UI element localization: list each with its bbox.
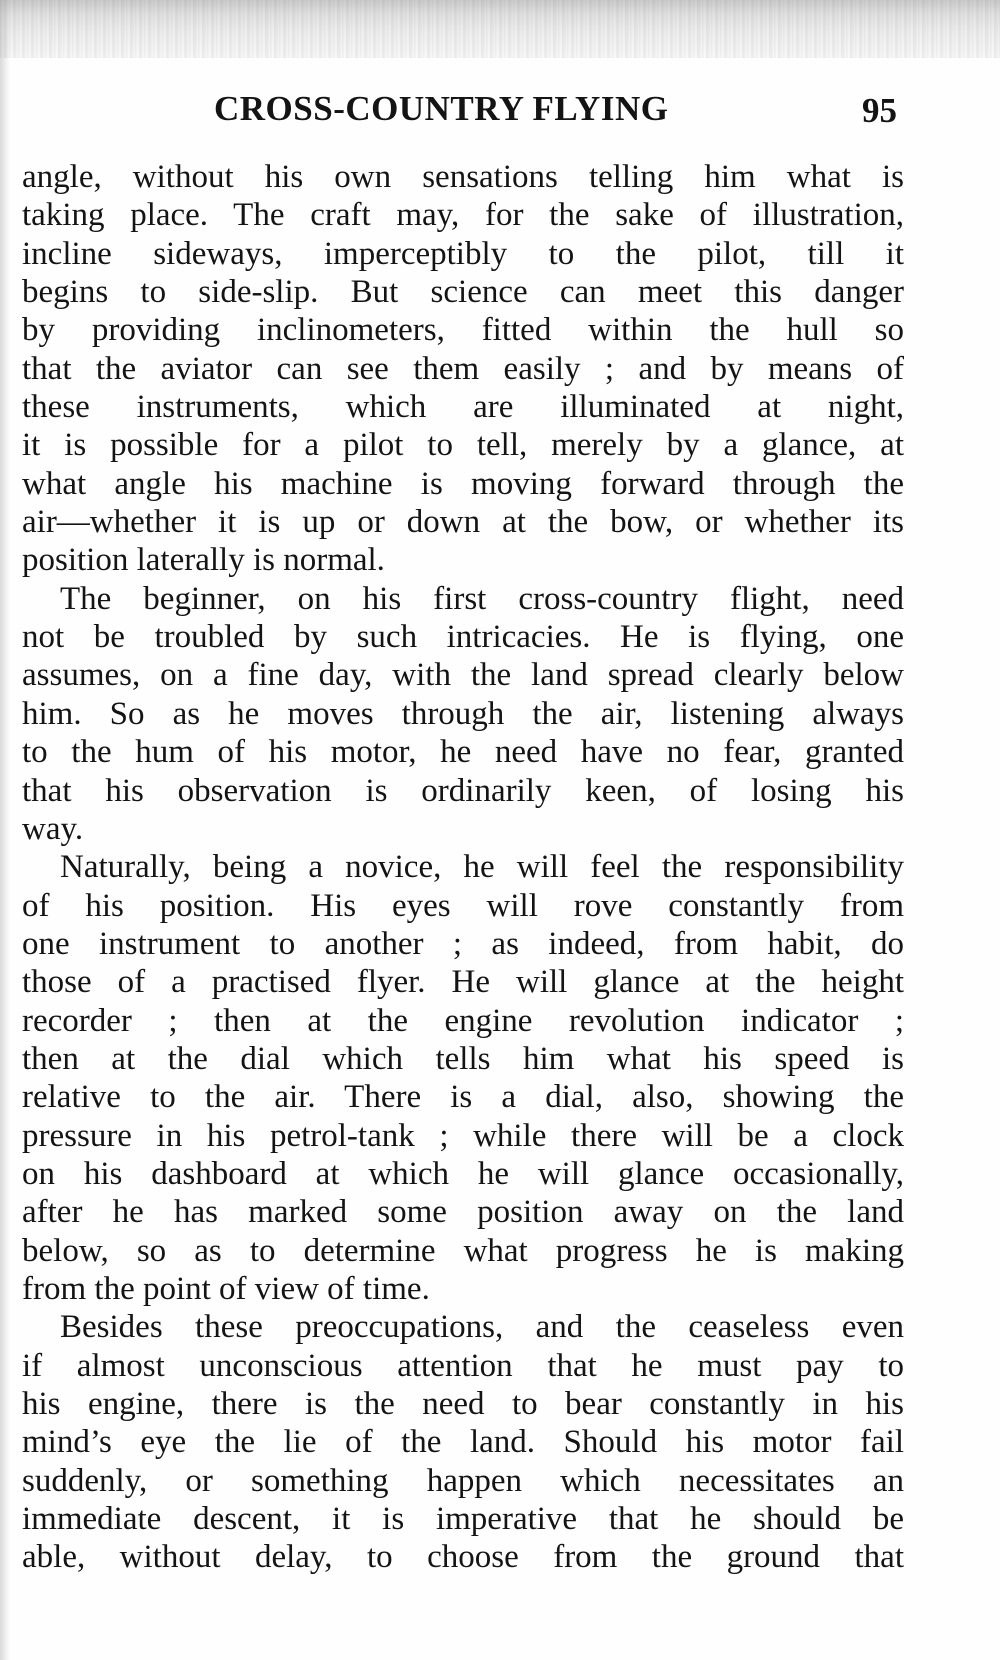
text-line: Besides these preoccupations, and the ceaseless even (60, 1309, 904, 1346)
running-header (0, 87, 1000, 131)
text-line: those of a practised flyer. He will glance at the height (22, 964, 904, 1001)
text-line: air—whether it is up or down at the bow, or whether its (22, 504, 904, 541)
text-line: suddenly, or something happen which necessitates an (22, 1462, 904, 1499)
text-line: begins to side-slip. But science can meet this danger (22, 274, 904, 311)
text-line: him. So as he moves through the air, listening always (22, 695, 904, 732)
scan-left-edge (0, 0, 10, 1660)
text-line: of his position. His eyes will rove constantly from (22, 887, 904, 924)
text-line: then at the dial which tells him what his speed is (22, 1040, 904, 1077)
text-line: that his observation is ordinarily keen, of losing his (22, 772, 904, 809)
text-line: these instruments, which are illuminated at night, (22, 389, 904, 426)
text-line: pressure in his petrol-tank ; while there will be a clock (22, 1117, 904, 1154)
text-line: angle, without his own sensations telling him what is (22, 159, 904, 195)
text-line: by providing inclinometers, fitted within the hull so (22, 312, 904, 349)
text-line: immediate descent, it is imperative that he should be (22, 1501, 904, 1538)
text-line: that the aviator can see them easily ; and by means of (22, 350, 904, 387)
text-line: The beginner, on his first cross-country flight, need (60, 580, 904, 617)
page-number: 95 (862, 91, 897, 130)
text-line: after he has marked some position away on the land (22, 1194, 904, 1231)
text-line: from the point of view of time. (22, 1270, 430, 1307)
text-line: to the hum of his motor, he need have no fear, granted (22, 734, 904, 771)
text-line: Naturally, being a novice, he will feel the responsibility (60, 849, 904, 886)
text-line: below, so as to determine what progress he is making (22, 1232, 904, 1269)
text-line: relative to the air. There is a dial, also, showing the (22, 1079, 904, 1116)
text-line: recorder ; then at the engine revolution indicator ; (22, 1002, 904, 1039)
text-line: one instrument to another ; as indeed, from habit, do (22, 925, 904, 962)
text-line: what angle his machine is moving forward through the (22, 465, 904, 502)
running-title: CROSS-COUNTRY FLYING (214, 89, 669, 128)
text-line: incline sideways, imperceptibly to the pilot, till it (22, 235, 904, 272)
text-line: his engine, there is the need to bear constantly in his (22, 1386, 904, 1422)
text-line: position laterally is normal. (22, 542, 385, 579)
text-line: mind’s eye the lie of the land. Should his motor fail (22, 1424, 904, 1461)
text-line: if almost unconscious attention that he must pay to (22, 1347, 904, 1384)
text-line: assumes, on a fine day, with the land spread clearly below (22, 657, 904, 694)
text-line: able, without delay, to choose from the ground that (22, 1539, 904, 1576)
text-line: it is possible for a pilot to tell, merely by a glance, at (22, 427, 904, 464)
text-line: not be troubled by such intricacies. He is flying, one (22, 619, 904, 656)
text-line: way. (22, 810, 84, 847)
text-line: taking place. The craft may, for the sake of illustration, (22, 197, 904, 234)
body-text (22, 158, 904, 1577)
scan-top-edge (0, 0, 1000, 58)
text-line: on his dashboard at which he will glance occasionally, (22, 1155, 904, 1192)
